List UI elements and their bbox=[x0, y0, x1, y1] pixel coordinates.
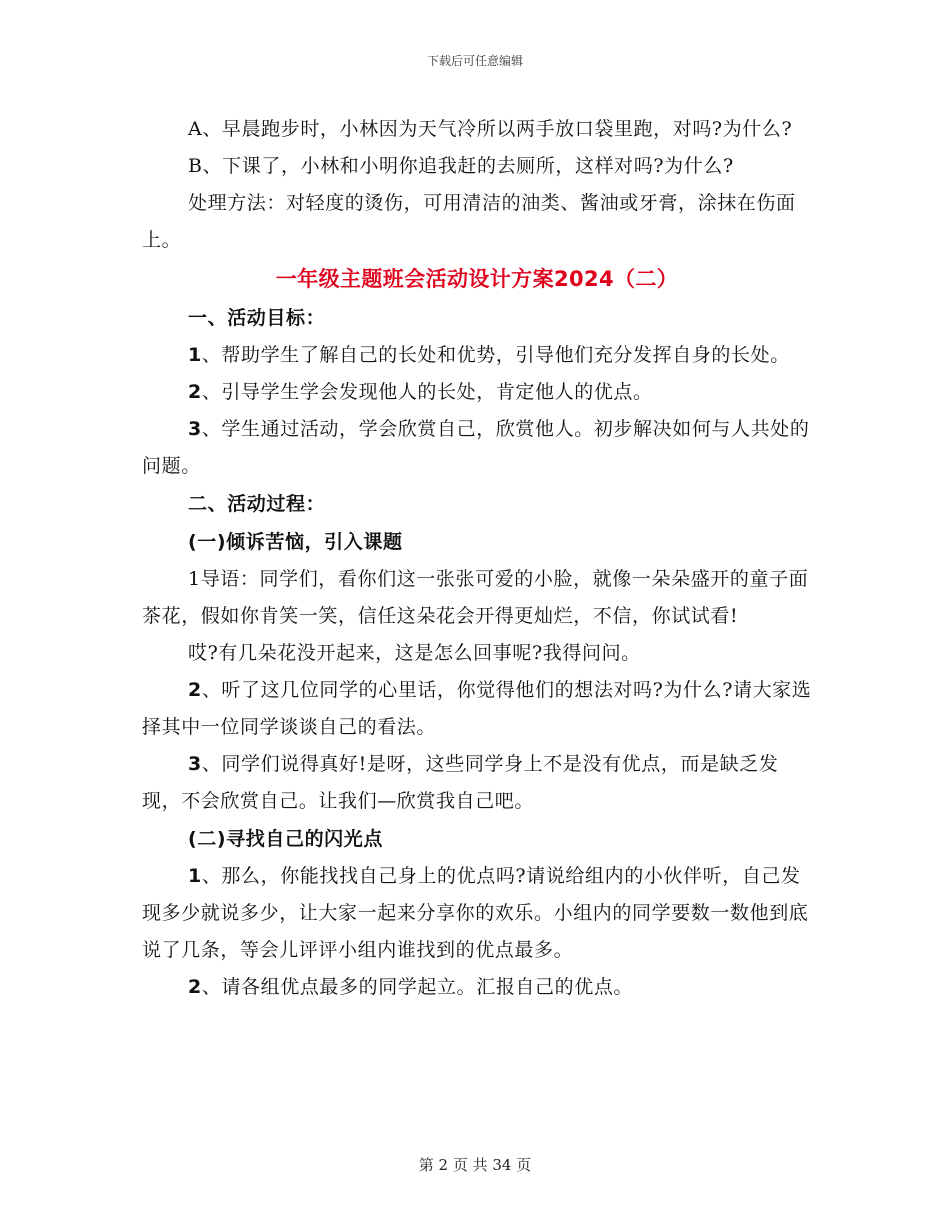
section-heading-process: 二、活动过程： bbox=[188, 493, 326, 515]
goal-item-3 bbox=[142, 411, 812, 485]
paragraph-treatment: 处理方法：对轻度的烫伤，可用清洁的油类、酱油或牙膏，涂抹在伤面上。 bbox=[142, 192, 796, 251]
step-3-text: 、同学们说得真好!是呀，这些同学身上不是没有优点，而是缺乏发现，不会欣赏自己。让我们—欣赏我自己吧。 bbox=[142, 753, 779, 812]
paragraph-question-a: A、早晨跑步时，小林因为天气冷所以两手放口袋里跑，对吗?为什么? bbox=[188, 118, 793, 140]
page-header: 下载后可任意编辑 bbox=[426, 54, 523, 68]
step-3-number: 3 bbox=[188, 753, 202, 775]
page-footer: 第 2 页 共 34 页 bbox=[418, 1156, 532, 1174]
find-item-2 bbox=[142, 969, 812, 1006]
step-2-number: 2 bbox=[188, 679, 202, 701]
paragraph-intro: 1导语：同学们，看你们这一张张可爱的小脸，就像一朵朵盛开的童子面茶花，假如你肯笑一笑，信任这朵花会开得更灿烂，不信，你试试看! bbox=[142, 568, 809, 627]
subsection-heading-2: (二)寻找自己的闪光点 bbox=[188, 828, 383, 850]
goal-1-text: 、帮助学生了解自己的长处和优势，引导他们充分发挥自身的长处。 bbox=[201, 344, 790, 366]
section-heading-goals: 一、活动目标： bbox=[188, 307, 326, 329]
goal-2-text: 、引导学生学会发现他人的长处，肯定他人的优点。 bbox=[201, 381, 653, 403]
document-body bbox=[142, 111, 812, 1006]
step-item-2 bbox=[142, 672, 812, 746]
paragraph-ask: 哎?有几朵花没开起来，这是怎么回事呢?我得问问。 bbox=[188, 642, 641, 664]
find-item-1 bbox=[142, 858, 812, 969]
find-1-text: 、那么，你能找找自己身上的优点吗?请说给组内的小伙伴听，自己发现多少就说多少，让大家一起来分享你的欢乐。小组内的同学要数一数他到底说了几条，等会儿评评小组内谁找到的优点最多。 bbox=[142, 865, 809, 961]
goal-2-number: 2 bbox=[188, 381, 202, 403]
goal-item-1 bbox=[142, 337, 812, 374]
document-title: 一年级主题班会活动设计方案2024（二） bbox=[275, 267, 679, 291]
goal-3-text: 、学生通过活动，学会欣赏自己，欣赏他人。初步解决如何与人共处的问题。 bbox=[142, 418, 810, 477]
find-1-number: 1 bbox=[188, 865, 202, 887]
step-2-text: 、听了这几位同学的心里话，你觉得他们的想法对吗?为什么?请大家选择其中一位同学谈谈自己的看法。 bbox=[142, 679, 812, 738]
paragraph-question-b: B、下课了，小林和小明你追我赶的去厕所，这样对吗?为什么? bbox=[188, 155, 734, 177]
find-2-number: 2 bbox=[188, 976, 202, 998]
find-2-text: 、请各组优点最多的同学起立。汇报自己的优点。 bbox=[201, 976, 634, 998]
subsection-heading-1: (一)倾诉苦恼，引入课题 bbox=[188, 531, 403, 553]
goal-item-2 bbox=[142, 374, 812, 411]
goal-3-number: 3 bbox=[188, 418, 202, 440]
step-item-3 bbox=[142, 746, 812, 820]
goal-1-number: 1 bbox=[188, 344, 202, 366]
